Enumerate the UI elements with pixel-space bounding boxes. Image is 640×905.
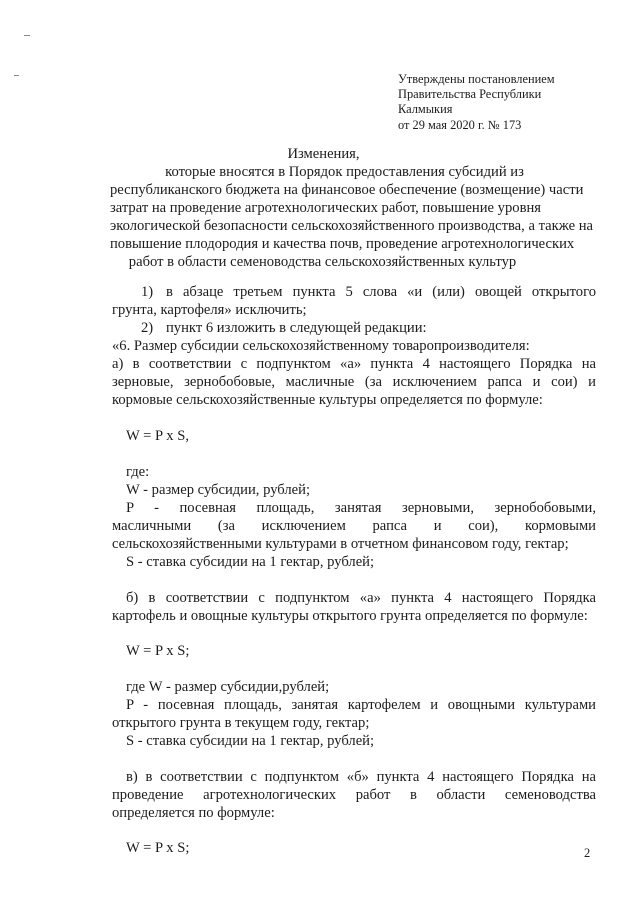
s-definition-2: S - ставка субсидии на 1 гектар, рублей; [126, 733, 375, 749]
p-definition-line-1: P - посевная площадь, занятая зерновыми, зернобобовыми, [126, 500, 596, 516]
sub-v-line-3: определяется по формуле: [112, 805, 275, 821]
title-line-6: работ в области семеноводства сельскохозяйственных культур [128, 254, 517, 270]
formula-2: W = P x S; [126, 643, 190, 659]
title-line-3: затрат на проведение агротехнологических работ, повышение уровня [110, 200, 541, 216]
item-1-number: 1) [141, 284, 154, 300]
scan-mark-top [24, 35, 30, 36]
formula-3: W = P x S; [126, 840, 190, 856]
item-2-number: 2) [141, 320, 154, 336]
sub-v-line-1: в) в соответствии с подпунктом «б» пункта 4 настоящего Порядка на [126, 769, 596, 785]
document-heading: Изменения, [287, 146, 360, 162]
sub-a-line-2: зерновые, зернобобовые, масличные (за исключением рапса и сои) и [112, 374, 596, 390]
sub-a-line-3: кормовые сельскохозяйственные культуры определяется по формуле: [112, 392, 543, 408]
approval-line-4: от 29 мая 2020 г. № 173 [398, 117, 522, 132]
item-1-line-1: в абзаце третьем пункта 5 слова «и (или) овощей открытого [166, 284, 596, 300]
approval-stamp [398, 72, 555, 133]
sub-v-line-2: проведение агротехнологических работ в области семеноводства [112, 787, 596, 803]
page-number: 2 [584, 846, 591, 860]
title-line-1: которые вносятся в Порядок предоставления субсидий из [165, 164, 524, 180]
sub-a-line-1: а) в соответствии с подпунктом «а» пункта 4 настоящего Порядка на [112, 356, 596, 372]
formula-1: W = P x S, [126, 428, 189, 444]
item-2-text: пункт 6 изложить в следующей редакции: [166, 320, 427, 336]
where-label-1: где: [126, 464, 150, 480]
where-label-2: где W - размер субсидии,рублей; [126, 679, 330, 695]
sub-b-line-1: б) в соответствии с подпунктом «а» пункта 4 настоящего Порядка [126, 590, 596, 606]
approval-line-2: Правительства Республики [398, 87, 542, 102]
p-definition-2-line-2: открытого грунта в текущем году, гектар; [112, 715, 370, 731]
sub-b-line-2: картофель и овощные культуры открытого грунта определяется по формуле: [112, 608, 588, 624]
paragraph-6-intro: «6. Размер субсидии сельскохозяйственному товаропроизводителя: [112, 338, 530, 354]
title-line-4: экологической безопасности сельскохозяйственного производства, а также на [110, 218, 593, 234]
p-definition-line-3: сельскохозяйственными культурами в отчетном финансовом году, гектар; [112, 536, 569, 552]
s-definition-1: S - ставка субсидии на 1 гектар, рублей; [126, 554, 375, 570]
item-1-line-2: грунта, картофеля» исключить; [112, 302, 307, 318]
p-definition-2-line-1: P - посевная площадь, занятая картофелем и овощными культурами [126, 697, 596, 713]
title-line-5: повышение плодородия и качества почв, проведение агротехнологических [110, 236, 575, 252]
approval-line-1: Утверждены постановлением [398, 72, 555, 86]
approval-line-3: Калмыкия [398, 102, 453, 117]
title-line-2: республиканского бюджета на финансовое обеспечение (возмещение) части [110, 182, 584, 198]
scan-mark-left [14, 75, 19, 76]
w-definition: W - размер субсидии, рублей; [126, 482, 310, 498]
p-definition-line-2: масличными (за исключением рапса и сои), кормовыми [112, 518, 596, 534]
